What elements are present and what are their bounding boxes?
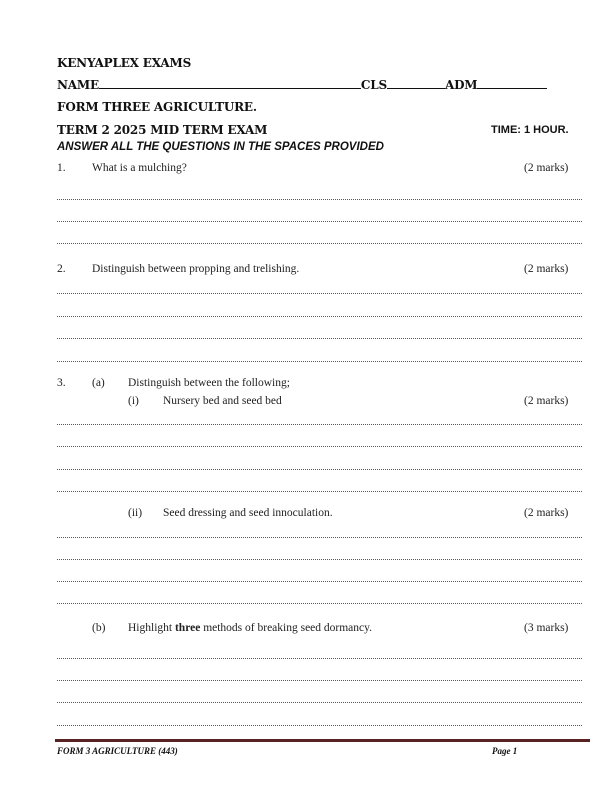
footer-rule	[55, 739, 590, 742]
question-3a-ii-marks: (2 marks)	[524, 507, 569, 519]
answer-line[interactable]	[57, 680, 582, 681]
question-3b-text-after: methods of breaking seed dormancy.	[200, 622, 373, 634]
question-3a-text: Distinguish between the following;	[128, 377, 290, 389]
question-1-marks: (2 marks)	[524, 162, 569, 174]
answer-line[interactable]	[57, 725, 582, 726]
form-title: FORM THREE AGRICULTURE.	[57, 100, 257, 114]
question-2-number: 2.	[57, 263, 66, 275]
question-3b-label: (b)	[92, 622, 106, 634]
answer-line[interactable]	[57, 316, 582, 317]
name-label: NAME	[57, 78, 99, 92]
cls-label: CLS	[360, 78, 387, 92]
name-input-line[interactable]	[99, 78, 361, 89]
exam-title: TERM 2 2025 MID TERM EXAM	[57, 123, 268, 137]
answer-line[interactable]	[57, 338, 582, 339]
question-3a-i-label: (i)	[128, 395, 139, 407]
question-1-number: 1.	[57, 162, 66, 174]
answer-line[interactable]	[57, 603, 582, 604]
answer-line[interactable]	[57, 293, 582, 294]
answer-line[interactable]	[57, 537, 582, 538]
question-3b-emphasis: three	[174, 622, 201, 634]
question-2-text: Distinguish between propping and trelishing.	[92, 263, 300, 275]
answer-line[interactable]	[57, 559, 582, 560]
question-3a-label: (a)	[92, 377, 105, 389]
answer-line[interactable]	[57, 581, 582, 582]
question-3a-i-text: Nursery bed and seed bed	[163, 395, 282, 407]
school-name: KENYAPLEX EXAMS	[57, 56, 192, 70]
answer-line[interactable]	[57, 469, 582, 470]
answer-line[interactable]	[57, 702, 582, 703]
footer-page-number: Page 1	[492, 746, 518, 756]
instructions: ANSWER ALL THE QUESTIONS IN THE SPACES PROVIDED	[57, 141, 384, 153]
name-field-row	[57, 78, 547, 92]
answer-line[interactable]	[57, 491, 582, 492]
answer-line[interactable]	[57, 221, 582, 222]
question-3b-text-before: Highlight	[128, 622, 175, 634]
footer-subject: FORM 3 AGRICULTURE (443)	[57, 746, 178, 756]
answer-line[interactable]	[57, 424, 582, 425]
answer-line[interactable]	[57, 658, 582, 659]
answer-line[interactable]	[57, 199, 582, 200]
question-3a-i-marks: (2 marks)	[524, 395, 569, 407]
question-3b-marks: (3 marks)	[524, 622, 569, 634]
answer-line[interactable]	[57, 361, 582, 362]
answer-line[interactable]	[57, 446, 582, 447]
exam-time: TIME: 1 HOUR.	[491, 124, 569, 136]
adm-label: ADM	[444, 78, 478, 92]
adm-input-line[interactable]	[477, 78, 547, 89]
answer-line[interactable]	[57, 243, 582, 244]
question-3b-text	[128, 622, 372, 634]
question-3a-ii-text: Seed dressing and seed innoculation.	[163, 507, 333, 519]
cls-input-line[interactable]	[387, 78, 445, 89]
question-1-text: What is a mulching?	[92, 162, 187, 174]
question-2-marks: (2 marks)	[524, 263, 569, 275]
question-3-number: 3.	[57, 377, 66, 389]
question-3a-ii-label: (ii)	[128, 507, 143, 519]
